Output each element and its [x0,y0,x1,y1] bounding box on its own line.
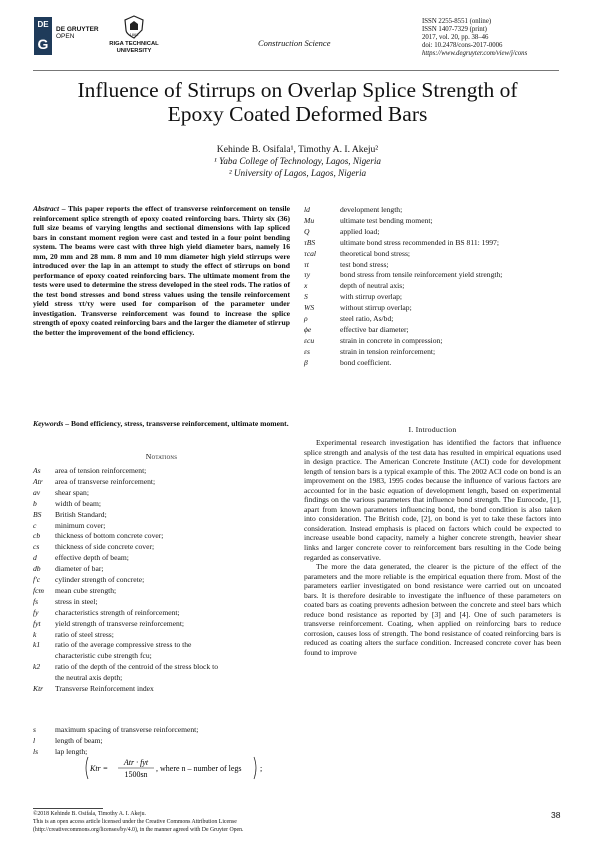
notation-definition: ultimate bond stress recommended in BS 811: 1997; [340,237,499,247]
notation-symbol: av [33,487,41,497]
page-number: 38 [551,810,561,820]
header-divider [33,70,559,71]
title-line1: Influence of Stirrups on Overlap Splice Strength of [77,78,518,102]
notation-definition: maximum spacing of transverse reinforcement; [55,724,199,734]
formula-lhs: Ktr = [90,764,109,773]
affiliation-1: ¹ Yaba College of Technology, Lagos, Nigeria [214,156,381,166]
rtu-year: 1862 [129,32,139,37]
publisher-name [56,26,99,40]
introduction-body [304,438,561,658]
notation-definition: steel ratio, As/bd; [340,314,394,323]
notation-definition: lap length; [55,746,88,756]
notations-left-list [33,466,290,766]
notation-symbol: ρ [304,314,308,323]
notation-symbol: k2 [33,662,41,672]
publisher-line1: DE GRUYTER [56,26,99,33]
footer-line-3[interactable]: (http://creativecommons.org/licenses/by/4.0), in the manner agreed with De Gruyter Open. [33,827,244,834]
issn-print: ISSN 1407-7329 (print) [422,25,487,33]
notation-definition: thickness of side concrete cover; [55,542,155,552]
intro-paragraph-1: Experimental research investigation has identified the factors that influence splice strength and analysis of the test data has resulted in empirical equations used in design practice. The American Concrete Institute (ACI) code for development length of tension bars is a typical example of this. The 2002 ACI code on bond is an improvement on the 1983, 1995 codes because the influence of various factors are accounted for in the basic equation of development length, based on experimental findings on the various parameters that influence bond strength. The Eurocode, [1], apart from known parameters influencing bond, the bond condition is also taken into consideration. The British code, [2], on bond is yet to take these factors into consideration. Instead emphasis is placed on factors which could be expected to increase useable bond capacity, namely a higher concrete strength, heavier shear links and larger concrete cover to reinforcement bars resulting in the Code being regarded as conservative. [304,438,561,562]
logo-g-text: G [37,36,49,52]
university-line1: RIGA TECHNICAL [109,41,159,47]
affiliation-2: ² University of Lagos, Lagos, Nigeria [228,168,367,178]
notation-symbol: ϕe [304,324,312,334]
notation-definition: shear span; [55,487,89,497]
notation-symbol: f'c [33,575,41,584]
notation-definition: ratio of steel stress; [55,629,114,639]
authors: Kehinde B. Osifala¹, Timothy A. I. Akeju² [216,144,379,155]
notation-definition: minimum cover; [55,520,106,530]
notation-symbol: s [33,724,36,734]
notation-symbol: τBS [304,237,316,247]
notation-definition: characteristic cube strength fcu; [55,651,152,661]
notation-symbol: l [33,735,36,745]
university-line2: UNIVERSITY [116,47,152,54]
notation-symbol: db [33,564,41,574]
degruyter-logo [34,17,52,55]
notation-definition: ratio of the depth of the centroid of the stress block to [55,662,219,672]
notation-definition: cylinder strength of concrete; [55,575,145,584]
notation-definition: British Standard; [55,509,107,519]
notations-heading: Notations [145,452,178,461]
abstract [33,204,290,337]
notation-symbol: Atr [33,476,43,486]
keywords-text: – Bond efficiency, stress, transverse reinforcement, ultimate moment. [63,419,289,428]
notation-symbol: εcu [304,335,315,345]
journal-url[interactable]: https://www.degruyter.com/view/j/cons [422,49,528,57]
notation-symbol: BS [33,509,42,519]
notation-definition: applied load; [340,226,380,236]
notation-symbol: τy [304,270,311,280]
notation-symbol: WS [304,303,315,313]
introduction-heading: I. Introduction [408,425,457,434]
notation-symbol: cs [33,542,40,552]
footer-line-2: This is an open access article licensed under the Creative Commons Attribution License [33,819,237,826]
notation-symbol: x [304,281,308,291]
doi: doi: 10.2478/cons-2017-0006 [422,41,503,49]
notation-symbol: fy [33,607,39,617]
notation-definition: effective depth of beam; [55,553,129,563]
logo-de-text: DE [37,20,49,29]
abstract-label: Abstract [33,204,60,213]
footer-line-1: ©2018 Kehinde B. Osifala, Timothy A. I. Akeju. [33,811,146,817]
notation-definition: with stirrup overlap; [340,292,403,302]
notation-symbol: ld [304,205,310,214]
notation-definition: area of transverse reinforcement; [55,476,156,486]
keywords [33,419,290,429]
formula-denominator: 1500sn [124,770,148,779]
notation-definition: ratio of the average compressive stress to the [55,640,192,650]
notation-definition: effective bar diameter; [340,324,409,334]
notation-symbol: As [33,466,41,475]
ktr-formula [74,755,284,781]
notation-definition: development length; [340,205,403,214]
title-line2: Epoxy Coated Deformed Bars [167,102,428,126]
formula-numerator: Atr · fyt [123,758,149,767]
notation-definition: without stirrup overlap; [340,303,412,313]
notation-definition: width of beam; [55,498,101,508]
notation-symbol: Mu [304,215,315,225]
notation-definition: stress in steel; [55,596,98,606]
notation-symbol: τt [304,259,309,269]
notation-definition: ultimate test bending moment; [340,215,433,225]
notation-symbol: β [304,357,308,367]
notation-symbol: d [33,553,37,563]
notation-symbol: cb [33,531,41,541]
notation-definition: characteristics strength of reinforcement; [55,607,180,617]
copyright-footer [33,810,513,835]
notation-symbol: τcal [304,248,316,258]
abstract-text: – This paper reports the effect of transverse reinforcement on tensile reinforcement splice strength of epoxy coated reinforcing bars. Thirty six (36) full size beams of varying lengths and sectional dimensions with lap spliced bars in constant moment region were cast and tested in a four point bending system. The beams were cast with three high yield diameter bars, namely 16 mm, 20 mm and 28 mm. 8 mm and 10 mm diameter high yield stirrups were introduced over the lap in an attempt to study the effect of stirrups on bond performance of epoxy coated reinforcing bars. The ultimate moment from the tests were used to determine the stress developed in the steel rods. The ratios of the test bond stresses and bond stress values using the tensile reinforcement yield stress τt/τy were used for comparison of the parameter under investigation. Transverse reinforcement was found to increase the splice strength of epoxy coated reinforcing bars and the larger the diameter of stirrup the better the improvement of the bond efficiency. [33,204,290,337]
university-name [104,41,164,54]
notation-symbol: fcm [33,585,44,595]
notation-definition: length of beam; [55,735,103,745]
notation-symbol: fs [33,596,39,606]
notation-definition: test bond stress; [340,259,389,269]
notation-symbol: k [33,629,37,639]
notation-definition: strain in concrete in compression; [340,335,443,345]
notation-symbol: fyt [33,618,41,628]
notation-symbol: c [33,520,37,530]
issn-online: ISSN 2255-8551 (online) [422,18,492,25]
notation-definition: theoretical bond stress; [340,248,411,258]
notation-symbol: εs [304,346,310,356]
notation-definition: thickness of bottom concrete cover; [55,531,164,541]
formula-end: ; [260,764,263,773]
notation-symbol: k1 [33,640,41,650]
notation-definition: bond coefficient. [340,357,392,367]
notation-symbol: b [33,498,37,508]
notation-symbol: ls [33,746,39,756]
paper-title [30,78,565,126]
notation-definition: area of tension reinforcement; [55,466,147,475]
notation-symbol: Ktr [33,684,44,693]
journal-name: Construction Science [258,38,331,48]
footer-divider [33,808,103,809]
notation-symbol: S [304,292,308,302]
notation-definition: diameter of bar; [55,564,104,574]
notation-definition: the neutral axis depth; [55,673,123,683]
journal-meta [422,18,527,58]
publisher-line2: OPEN [56,33,75,40]
volume-pages: 2017, vol. 20, pp. 38–46 [422,33,489,41]
notation-definition: bond stress from tensile reinforcement yield strength; [340,270,503,280]
notation-definition: depth of neutral axis; [340,281,405,291]
notation-definition: Transverse Reinforcement index [55,684,154,693]
notation-definition: mean cube strength; [55,585,117,595]
formula-tail: , where n – number of legs [156,764,242,773]
notation-symbol: Q [304,226,310,236]
notations-right-list [304,205,561,367]
keywords-label: Keywords [33,419,64,428]
notation-definition: strain in tension reinforcement; [340,346,436,356]
intro-paragraph-2: The more the data generated, the clearer is the picture of the effect of the parameters and the more reliable is the empirical equation there from. Most of the parameters earlier investigated on bond resistance were carried out on uncoated bars. It is therefore desirable to investigate the influence of these parameters on coated bars as coating prevents adhesion between the concrete and steel bars which reduce bond resistance as reported by [3] and [4]. One of such parameters is transverse reinforcement. Coating, when applied on reinforcing bars to reduce corrosion, causes loss of strength. The bond resistance of coated reinforcing bars is reduced as coating alters the surface condition. Increased concrete cover has been found to improve [304,562,561,658]
rtu-emblem-icon [123,15,145,39]
notation-definition: yield strength of transverse reinforcement; [55,618,185,628]
